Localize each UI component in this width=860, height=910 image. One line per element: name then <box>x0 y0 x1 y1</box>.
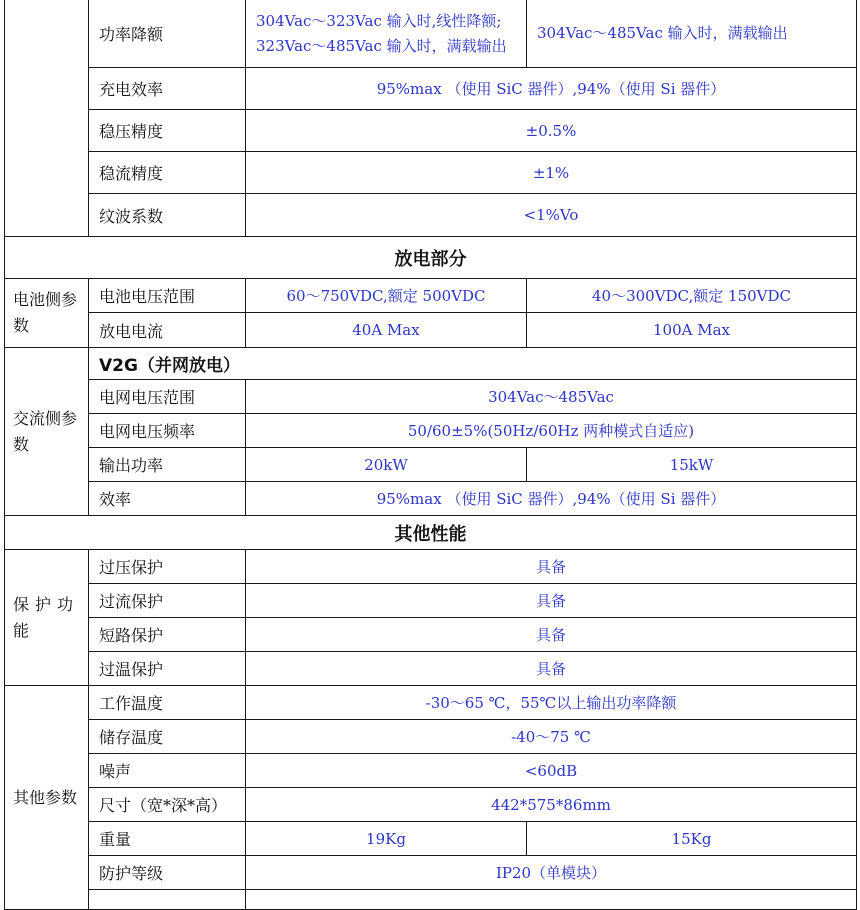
row-grid-frequency <box>5 414 857 448</box>
group-protection: 保护功能 <box>5 550 89 686</box>
label-discharge-current: 放电电流 <box>89 313 246 348</box>
label-battery-voltage: 电池电压范围 <box>89 279 246 313</box>
section-title-other: 其他性能 <box>5 516 857 550</box>
row-ripple <box>5 194 857 237</box>
power-derating-left-line1: 304Vac～323Vac 输入时,线性降额; <box>256 11 502 30</box>
value-output-power-right: 15kW <box>527 448 857 482</box>
value-power-derating-right: 304Vac～485Vac 输入时，满载输出 <box>527 0 857 68</box>
label-charge-efficiency: 充电效率 <box>89 68 246 110</box>
value-weight-left: 19Kg <box>246 822 527 856</box>
row-noise <box>5 754 857 788</box>
group-other-params: 其他参数 <box>5 686 89 910</box>
label-discharge-efficiency: 效率 <box>89 482 246 516</box>
row-discharge-title <box>5 237 857 279</box>
spec-table <box>4 0 857 910</box>
value-power-derating-left <box>246 0 527 68</box>
label-output-power: 输出功率 <box>89 448 246 482</box>
row-overtemp <box>5 652 857 686</box>
label-overcurrent: 过流保护 <box>89 584 246 618</box>
label-power-derating: 功率降额 <box>89 0 246 68</box>
value-short-circuit: 具备 <box>246 618 857 652</box>
row-output-power <box>5 448 857 482</box>
row-battery-voltage <box>5 279 857 313</box>
subsection-title-v2g: V2G（并网放电） <box>89 348 857 380</box>
row-other-title <box>5 516 857 550</box>
label-ip-rating: 防护等级 <box>89 856 246 890</box>
row-charge-efficiency <box>5 68 857 110</box>
row-weight <box>5 822 857 856</box>
row-continuation <box>5 890 857 910</box>
value-overcurrent: 具备 <box>246 584 857 618</box>
value-battery-voltage-left: 60～750VDC,额定 500VDC <box>246 279 527 313</box>
value-discharge-efficiency: 95%max （使用 SiC 器件）,94%（使用 Si 器件） <box>246 482 857 516</box>
row-ip-rating <box>5 856 857 890</box>
row-dimensions <box>5 788 857 822</box>
label-noise: 噪声 <box>89 754 246 788</box>
value-ripple: <1%Vo <box>246 194 857 237</box>
row-discharge-efficiency <box>5 482 857 516</box>
row-short-circuit <box>5 618 857 652</box>
label-current-accuracy: 稳流精度 <box>89 152 246 194</box>
value-weight-right: 15Kg <box>527 822 857 856</box>
row-voltage-accuracy <box>5 110 857 152</box>
section-title-discharge: 放电部分 <box>5 237 857 279</box>
label-short-circuit: 短路保护 <box>89 618 246 652</box>
value-overvoltage: 具备 <box>246 550 857 584</box>
power-derating-left-line2: 323Vac～485Vac 输入时，满载输出 <box>256 36 507 55</box>
value-charge-efficiency: 95%max （使用 SiC 器件）,94%（使用 Si 器件） <box>246 68 857 110</box>
label-voltage-accuracy: 稳压精度 <box>89 110 246 152</box>
row-grid-voltage <box>5 380 857 414</box>
value-working-temp: -30～65 ℃，55℃以上输出功率降额 <box>246 686 857 720</box>
row-power-derating <box>5 0 857 68</box>
group-battery-side: 电池侧参数 <box>5 279 89 348</box>
label-working-temp: 工作温度 <box>89 686 246 720</box>
value-noise: <60dB <box>246 754 857 788</box>
label-weight: 重量 <box>89 822 246 856</box>
label-overvoltage: 过压保护 <box>89 550 246 584</box>
value-discharge-current-right: 100A Max <box>527 313 857 348</box>
row-v2g-title <box>5 348 857 380</box>
row-overcurrent <box>5 584 857 618</box>
row-current-accuracy <box>5 152 857 194</box>
label-dimensions: 尺寸（宽*深*高） <box>89 788 246 822</box>
label-storage-temp: 储存温度 <box>89 720 246 754</box>
value-output-power-left: 20kW <box>246 448 527 482</box>
label-ripple: 纹波系数 <box>89 194 246 237</box>
value-voltage-accuracy: ±0.5% <box>246 110 857 152</box>
continuation-cell <box>89 890 246 910</box>
row-working-temp <box>5 686 857 720</box>
value-storage-temp: -40～75 ℃ <box>246 720 857 754</box>
value-discharge-current-left: 40A Max <box>246 313 527 348</box>
value-grid-voltage: 304Vac～485Vac <box>246 380 857 414</box>
value-battery-voltage-right: 40～300VDC,额定 150VDC <box>527 279 857 313</box>
value-grid-frequency: 50/60±5%(50Hz/60Hz 两种模式自适应) <box>246 414 857 448</box>
row-discharge-current <box>5 313 857 348</box>
row-overvoltage <box>5 550 857 584</box>
charge-group-cell <box>5 0 89 237</box>
group-ac-side: 交流侧参数 <box>5 348 89 516</box>
label-grid-frequency: 电网电压频率 <box>89 414 246 448</box>
label-grid-voltage: 电网电压范围 <box>89 380 246 414</box>
value-overtemp: 具备 <box>246 652 857 686</box>
continuation-value-cell <box>246 890 857 910</box>
row-storage-temp <box>5 720 857 754</box>
label-overtemp: 过温保护 <box>89 652 246 686</box>
value-dimensions: 442*575*86mm <box>246 788 857 822</box>
value-ip-rating: IP20（单模块） <box>246 856 857 890</box>
value-current-accuracy: ±1% <box>246 152 857 194</box>
